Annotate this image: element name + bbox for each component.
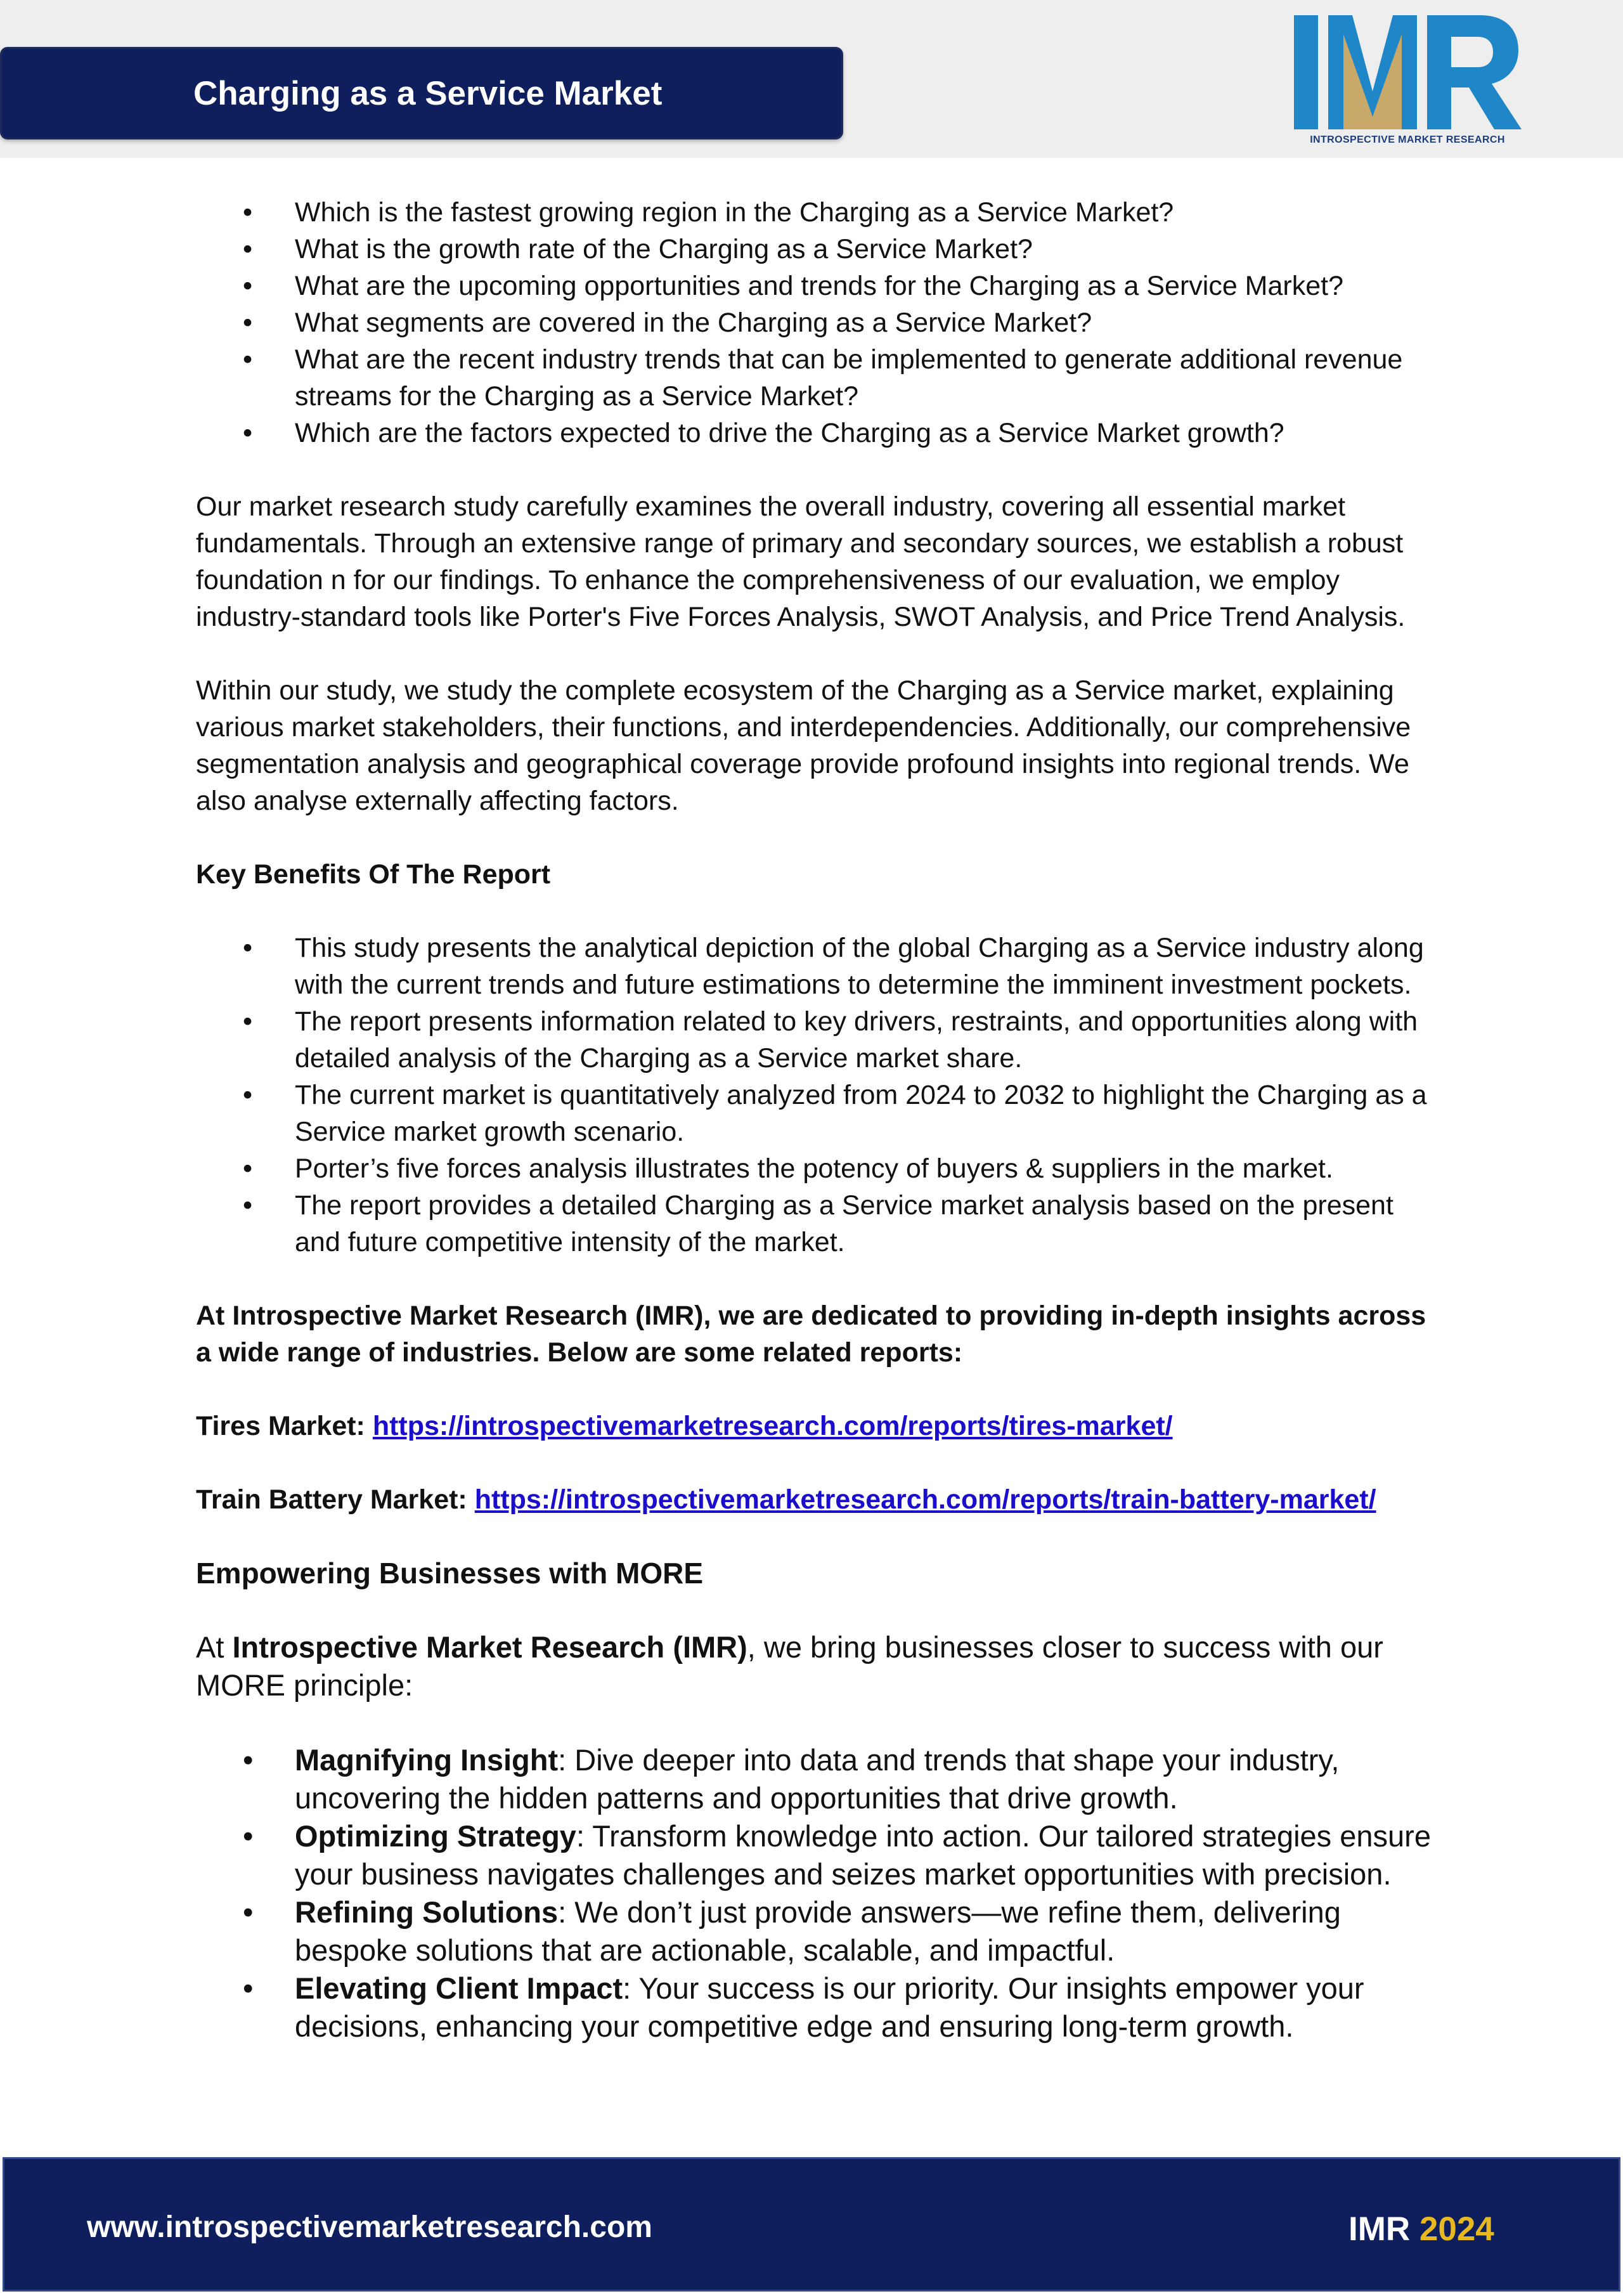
list-item: • Porter’s five forces analysis illustrates the potency of buyers & suppliers in the market.	[295, 1150, 1432, 1187]
list-item: • What is the growth rate of the Charging as a Service Market?	[295, 231, 1432, 268]
list-item: • The report provides a detailed Charging as a Service market analysis based on the present and future competitive intensity of the market.	[295, 1187, 1432, 1261]
principle-text: : We don’t just provide answers—we refine them, delivering bespoke solutions that are actionable, scalable, and impactful.	[295, 1895, 1341, 1967]
more-intro-company: Introspective Market Research (IMR)	[232, 1630, 747, 1664]
list-item	[295, 1969, 1432, 2046]
report-label: Tires Market:	[196, 1411, 373, 1441]
list-item: • The report presents information related to key drivers, restraints, and opportunities along with detailed analysis of the Charging as a Service market share.	[295, 1003, 1432, 1077]
paragraph-methodology: Our market research study carefully examines the overall industry, covering all essential market fundamentals. Through an extensive range of primary and secondary sources, we establish a robust foundation n for our findings. To enhance the comprehensiveness of our evaluation, we employ industry-standard tools like Porter's Five Forces Analysis, SWOT Analysis, and Price Trend Analysis.	[196, 491, 1406, 632]
report-label: Train Battery Market:	[196, 1484, 475, 1515]
footer-year: 2024	[1419, 2210, 1494, 2248]
footer-website[interactable]: www.introspectivemarketresearch.com	[87, 2210, 652, 2244]
document-body	[196, 194, 1432, 2046]
logo-caption: INTROSPECTIVE MARKET RESEARCH	[1310, 134, 1505, 145]
principle-text: : Transform knowledge into action. Our tailored strategies ensure your business navigates challenges and seizes market opportunities with precision.	[295, 1819, 1431, 1891]
list-item: • What segments are covered in the Charging as a Service Market?	[295, 304, 1432, 341]
benefits-heading: Key Benefits Of The Report	[196, 859, 551, 890]
page-title: Charging as a Service Market	[193, 74, 663, 112]
more-heading: Empowering Businesses with MORE	[196, 1557, 704, 1590]
principle-text: : Your success is our priority. Our insights empower your decisions, enhancing your competitive edge and ensuring long-term growth.	[295, 1971, 1364, 2043]
principle-text: : Dive deeper into data and trends that shape your industry, uncovering the hidden patterns and opportunities that drive growth.	[295, 1743, 1340, 1815]
more-principles-list	[196, 1741, 1432, 2046]
related-report-train-battery	[196, 1481, 1432, 1518]
footer-brand-name: IMR	[1348, 2210, 1419, 2248]
more-intro-prefix: At	[196, 1630, 233, 1664]
related-report-tires	[196, 1408, 1432, 1444]
list-item	[295, 1741, 1432, 1817]
list-item: • Which are the factors expected to drive the Charging as a Service Market growth?	[295, 415, 1432, 451]
logo-letter-i	[1294, 15, 1318, 129]
footer-brand	[1348, 2210, 1494, 2248]
paragraph-ecosystem: Within our study, we study the complete ecosystem of the Charging as a Service market, explaining various market stakeholders, their functions, and interdependencies. Additionally, our comprehensive segmentation analysis and geographical coverage provide profound insights into regional trends. We also analyse externally affecting factors.	[196, 675, 1411, 816]
principle-title: Refining Solutions	[295, 1895, 559, 1929]
list-item	[295, 1817, 1432, 1893]
footer-band	[3, 2157, 1620, 2292]
logo-letter-r	[1427, 15, 1522, 129]
related-reports-intro: At Introspective Market Research (IMR), we are dedicated to providing in-depth insights across a wide range of industries. Below are some related reports:	[196, 1300, 1426, 1368]
list-item: • Which is the fastest growing region in the Charging as a Service Market?	[295, 194, 1432, 231]
imr-logo	[1290, 15, 1525, 148]
list-item: • What are the recent industry trends that can be implemented to generate additional revenue streams for the Charging as a Service Market?	[295, 341, 1432, 415]
list-item: • This study presents the analytical depiction of the global Charging as a Service industry along with the current trends and future estimations to determine the imminent investment pockets.	[295, 930, 1432, 1003]
principle-title: Magnifying Insight	[295, 1743, 559, 1777]
title-banner	[0, 47, 843, 139]
report-link-train-battery[interactable]: https://introspectivemarketresearch.com/reports/train-battery-market/	[474, 1484, 1376, 1515]
more-intro	[196, 1628, 1432, 1704]
questions-list	[196, 194, 1432, 451]
report-link-tires[interactable]: https://introspectivemarketresearch.com/reports/tires-market/	[372, 1411, 1173, 1441]
list-item: • What are the upcoming opportunities and trends for the Charging as a Service Market?	[295, 268, 1432, 304]
more-intro-suffix: , we bring businesses closer to success with our MORE principle:	[196, 1630, 1383, 1702]
logo-letter-m	[1328, 15, 1417, 129]
principle-title: Elevating Client Impact	[295, 1971, 623, 2005]
list-item	[295, 1893, 1432, 1969]
benefits-list	[196, 930, 1432, 1261]
list-item: • The current market is quantitatively analyzed from 2024 to 2032 to highlight the Charging as a Service market growth scenario.	[295, 1077, 1432, 1150]
principle-title: Optimizing Strategy	[295, 1819, 576, 1853]
